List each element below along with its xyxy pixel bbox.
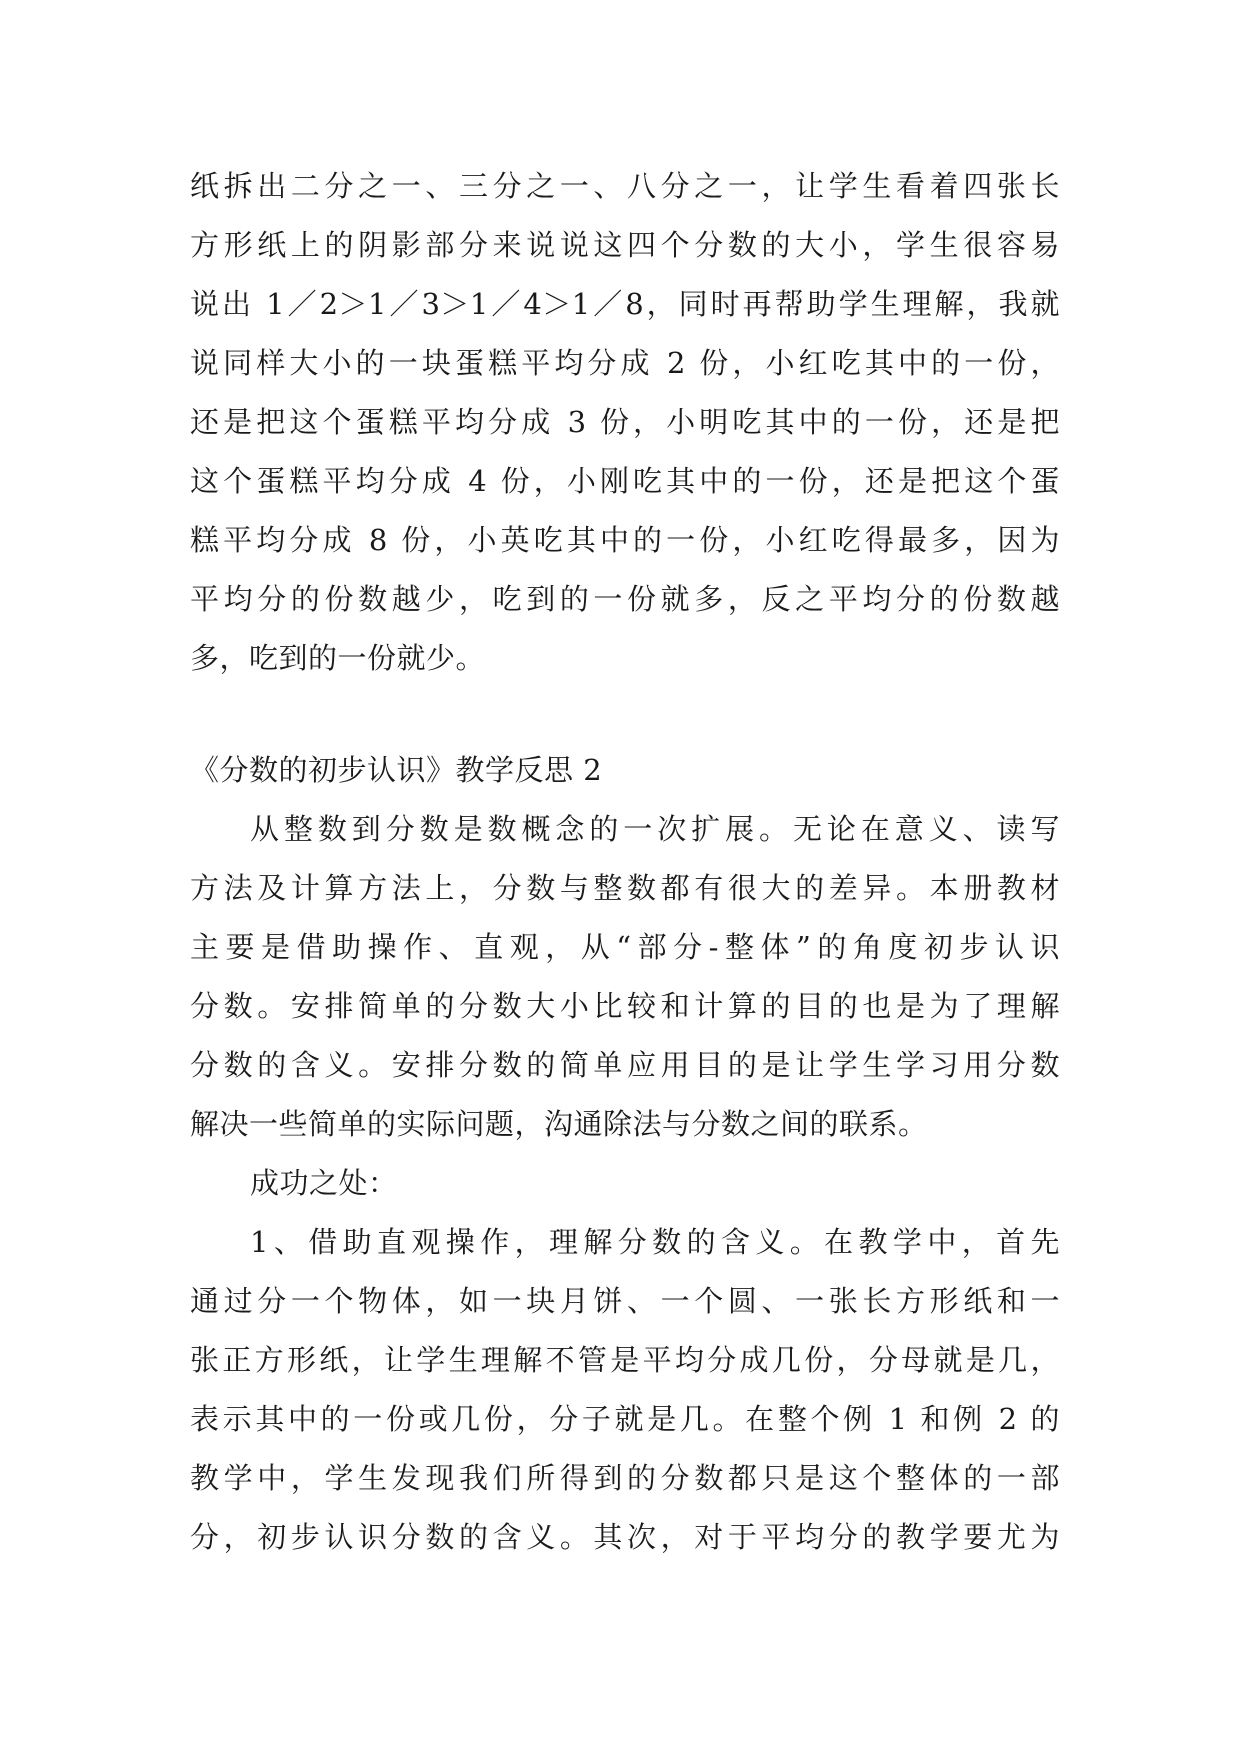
paragraph-line: 张正方形纸，让学生理解不管是平均分成几份，分母就是几， xyxy=(190,1343,1060,1377)
paragraph-line: 还是把这个蛋糕平均分成 3 份，小明吃其中的一份，还是把 xyxy=(190,405,1060,439)
paragraph-line: 解决一些简单的实际问题，沟通除法与分数之间的联系。 xyxy=(190,1107,928,1141)
paragraph-line: 分数的含义。安排分数的简单应用目的是让学生学习用分数 xyxy=(190,1048,1060,1082)
paragraph-line: 表示其中的一份或几份，分子就是几。在整个例 1 和例 2 的 xyxy=(190,1402,1060,1436)
paragraph-line: 分，初步认识分数的含义。其次，对于平均分的教学要尤为 xyxy=(190,1520,1060,1554)
paragraph-line: 平均分的份数越少，吃到的一份就多，反之平均分的份数越 xyxy=(190,582,1060,616)
section-title: 《分数的初步认识》教学反思 2 xyxy=(190,753,603,787)
paragraph-line: 主要是借助操作、直观，从“部分-整体”的角度初步认识 xyxy=(190,930,1060,964)
paragraph-line: 教学中，学生发现我们所得到的分数都只是这个整体的一部 xyxy=(190,1461,1060,1495)
paragraph-line: 说出 1／2＞1／3＞1／4＞1／8，同时再帮助学生理解，我就 xyxy=(190,287,1060,321)
paragraph-line: 说同样大小的一块蛋糕平均分成 2 份，小红吃其中的一份， xyxy=(190,346,1060,380)
paragraph-line: 这个蛋糕平均分成 4 份，小刚吃其中的一份，还是把这个蛋 xyxy=(190,464,1060,498)
paragraph-line: 分数。安排简单的分数大小比较和计算的目的也是为了理解 xyxy=(190,989,1060,1023)
paragraph-line: 糕平均分成 8 份，小英吃其中的一份，小红吃得最多，因为 xyxy=(190,523,1060,557)
paragraph-line: 纸拆出二分之一、三分之一、八分之一，让学生看着四张长 xyxy=(190,169,1060,203)
paragraph-line: 方法及计算方法上，分数与整数都有很大的差异。本册教材 xyxy=(190,871,1060,905)
paragraph-line: 1、借助直观操作，理解分数的含义。在教学中，首先 xyxy=(250,1225,1060,1259)
paragraph-line: 方形纸上的阴影部分来说说这四个分数的大小，学生很容易 xyxy=(190,228,1060,262)
success-heading: 成功之处： xyxy=(250,1166,398,1200)
paragraph-line: 从整数到分数是数概念的一次扩展。无论在意义、读写 xyxy=(250,812,1060,846)
paragraph-line: 多，吃到的一份就少。 xyxy=(190,641,486,675)
paragraph-line: 通过分一个物体，如一块月饼、一个圆、一张长方形纸和一 xyxy=(190,1284,1060,1318)
